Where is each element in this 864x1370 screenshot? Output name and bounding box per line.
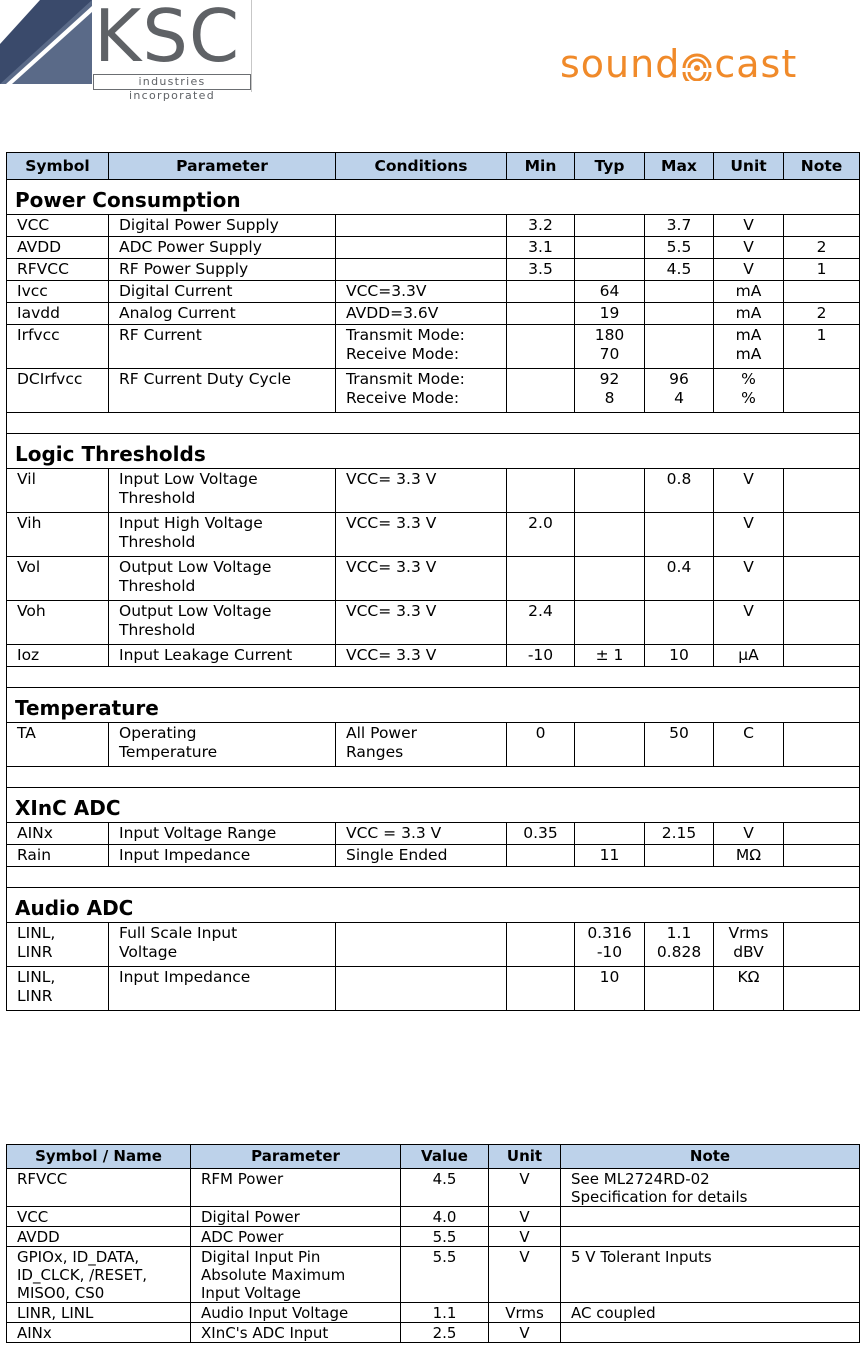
- table-cell: [645, 281, 714, 303]
- spacer-row: [7, 667, 860, 688]
- spacer-cell: [7, 867, 860, 888]
- table-cell: [507, 469, 575, 513]
- abs-column-header: Value: [401, 1145, 489, 1169]
- table-cell: Digital Current: [109, 281, 336, 303]
- table-cell: [784, 469, 860, 513]
- table-cell: Transmit Mode: Receive Mode:: [336, 325, 507, 369]
- table-cell: V: [489, 1207, 561, 1227]
- table-cell: mA mA: [714, 325, 784, 369]
- table-cell: KΩ: [714, 967, 784, 1011]
- table-cell: 4.5: [645, 259, 714, 281]
- table-cell: AINx: [7, 823, 109, 845]
- soundcast-logo-left: sound: [560, 42, 681, 86]
- table-cell: Rain: [7, 845, 109, 867]
- table-cell: Vrms: [489, 1303, 561, 1323]
- table-row: [7, 259, 860, 281]
- table-cell: 10: [645, 645, 714, 667]
- spacer-row: [7, 413, 860, 434]
- ksc-logo: [0, 0, 252, 102]
- table-cell: 96 4: [645, 369, 714, 413]
- table-cell: 2: [784, 303, 860, 325]
- table-row: [7, 645, 860, 667]
- table-cell: XInC's ADC Input: [191, 1323, 401, 1343]
- table-cell: Analog Current: [109, 303, 336, 325]
- section-title: Logic Thresholds: [7, 434, 860, 469]
- table-cell: Input Impedance: [109, 845, 336, 867]
- table-cell: V: [714, 513, 784, 557]
- section-header-row: [7, 434, 860, 469]
- table-cell: RF Current: [109, 325, 336, 369]
- table-cell: [575, 469, 645, 513]
- section-header-row: [7, 180, 860, 215]
- section-header-row: [7, 688, 860, 723]
- table-cell: [336, 923, 507, 967]
- abs-column-header: Unit: [489, 1145, 561, 1169]
- table-cell: ± 1: [575, 645, 645, 667]
- table-cell: Vih: [7, 513, 109, 557]
- table-cell: V: [489, 1247, 561, 1303]
- table-cell: [561, 1207, 860, 1227]
- spec-column-header: Max: [645, 153, 714, 180]
- table-cell: Output Low Voltage Threshold: [109, 557, 336, 601]
- table-row: [7, 967, 860, 1011]
- table-row: [7, 1227, 860, 1247]
- table-row: [7, 557, 860, 601]
- abs-column-header: Note: [561, 1145, 860, 1169]
- table-row: [7, 845, 860, 867]
- table-cell: [336, 967, 507, 1011]
- table-cell: Vrms dBV: [714, 923, 784, 967]
- table-cell: VCC= 3.3 V: [336, 645, 507, 667]
- table-cell: 1: [784, 259, 860, 281]
- table-cell: [561, 1227, 860, 1247]
- table-cell: [784, 823, 860, 845]
- soundcast-logo-right: cast: [714, 42, 798, 86]
- table-cell: [645, 513, 714, 557]
- spec-column-header: Unit: [714, 153, 784, 180]
- table-row: [7, 303, 860, 325]
- table-cell: RF Power Supply: [109, 259, 336, 281]
- table-cell: See ML2724RD-02 Specification for details: [561, 1169, 860, 1207]
- table-cell: V: [714, 215, 784, 237]
- table-cell: 11: [575, 845, 645, 867]
- soundcast-logo: [560, 44, 860, 84]
- table-cell: 180 70: [575, 325, 645, 369]
- table-cell: 10: [575, 967, 645, 1011]
- table-cell: [784, 645, 860, 667]
- table-row: [7, 469, 860, 513]
- spacer-cell: [7, 413, 860, 434]
- spec-table-header-row: [7, 153, 860, 180]
- table-cell: Digital Input Pin Absolute Maximum Input Voltage: [191, 1247, 401, 1303]
- table-cell: [784, 281, 860, 303]
- electrical-specs-table: [6, 152, 860, 1011]
- table-cell: LINL, LINR: [7, 923, 109, 967]
- table-row: [7, 369, 860, 413]
- abs-table-header-row: [7, 1145, 860, 1169]
- table-row: [7, 1207, 860, 1227]
- abs-column-header: Parameter: [191, 1145, 401, 1169]
- table-cell: [784, 557, 860, 601]
- table-cell: Vil: [7, 469, 109, 513]
- table-cell: DCIrfvcc: [7, 369, 109, 413]
- table-cell: [507, 369, 575, 413]
- table-cell: AVDD=3.6V: [336, 303, 507, 325]
- table-cell: Input High Voltage Threshold: [109, 513, 336, 557]
- table-cell: V: [714, 259, 784, 281]
- table-cell: [575, 513, 645, 557]
- table-cell: V: [714, 557, 784, 601]
- table-cell: [784, 215, 860, 237]
- table-cell: VCC=3.3V: [336, 281, 507, 303]
- table-cell: TA: [7, 723, 109, 767]
- table-cell: RF Current Duty Cycle: [109, 369, 336, 413]
- section-title: XInC ADC: [7, 788, 860, 823]
- table-cell: 3.5: [507, 259, 575, 281]
- table-cell: [784, 513, 860, 557]
- ksc-logo-subtitle: industries incorporated: [93, 74, 251, 90]
- table-cell: 50: [645, 723, 714, 767]
- table-cell: [575, 557, 645, 601]
- logo-divider: [251, 0, 252, 92]
- table-cell: [645, 967, 714, 1011]
- table-cell: 0.4: [645, 557, 714, 601]
- table-cell: [507, 281, 575, 303]
- table-cell: VCC= 3.3 V: [336, 469, 507, 513]
- table-cell: V: [714, 823, 784, 845]
- table-cell: MΩ: [714, 845, 784, 867]
- table-row: [7, 237, 860, 259]
- table-row: [7, 1323, 860, 1343]
- table-cell: V: [714, 237, 784, 259]
- table-cell: 19: [575, 303, 645, 325]
- table-cell: Input Impedance: [109, 967, 336, 1011]
- table-cell: [575, 259, 645, 281]
- table-row: [7, 281, 860, 303]
- table-cell: RFVCC: [7, 259, 109, 281]
- table-cell: 5.5: [645, 237, 714, 259]
- table-cell: [507, 325, 575, 369]
- table-cell: [336, 259, 507, 281]
- table-cell: Voh: [7, 601, 109, 645]
- table-cell: Input Low Voltage Threshold: [109, 469, 336, 513]
- abs-column-header: Symbol / Name: [7, 1145, 191, 1169]
- table-cell: [575, 723, 645, 767]
- table-cell: GPIOx, ID_DATA, ID_CLCK, /RESET, MISO0, CS0: [7, 1247, 191, 1303]
- spacer-cell: [7, 767, 860, 788]
- table-cell: LINL, LINR: [7, 967, 109, 1011]
- table-cell: Vol: [7, 557, 109, 601]
- soundcast-wave-icon: [680, 51, 714, 81]
- table-cell: 2.0: [507, 513, 575, 557]
- table-cell: 5 V Tolerant Inputs: [561, 1247, 860, 1303]
- table-cell: [784, 923, 860, 967]
- table-cell: VCC= 3.3 V: [336, 513, 507, 557]
- table-cell: % %: [714, 369, 784, 413]
- table-cell: Single Ended: [336, 845, 507, 867]
- table-cell: 3.1: [507, 237, 575, 259]
- table-cell: 64: [575, 281, 645, 303]
- section-title: Power Consumption: [7, 180, 860, 215]
- table-cell: 3.2: [507, 215, 575, 237]
- spec-column-header: Symbol: [7, 153, 109, 180]
- table-cell: mA: [714, 281, 784, 303]
- absolute-maximum-table: [6, 1144, 860, 1343]
- table-cell: 4.0: [401, 1207, 489, 1227]
- table-cell: [784, 601, 860, 645]
- table-cell: Irfvcc: [7, 325, 109, 369]
- table-cell: VCC: [7, 1207, 191, 1227]
- table-cell: AVDD: [7, 237, 109, 259]
- section-header-row: [7, 888, 860, 923]
- table-cell: [507, 845, 575, 867]
- ksc-triangle-mark-icon: [0, 0, 92, 84]
- table-cell: 1: [784, 325, 860, 369]
- table-cell: 0.8: [645, 469, 714, 513]
- table-row: [7, 513, 860, 557]
- table-cell: ADC Power: [191, 1227, 401, 1247]
- table-cell: Full Scale Input Voltage: [109, 923, 336, 967]
- table-cell: [784, 723, 860, 767]
- table-cell: Input Voltage Range: [109, 823, 336, 845]
- table-cell: AC coupled: [561, 1303, 860, 1323]
- table-row: [7, 325, 860, 369]
- table-cell: [784, 369, 860, 413]
- section-title: Temperature: [7, 688, 860, 723]
- table-cell: RFM Power: [191, 1169, 401, 1207]
- table-cell: 5.5: [401, 1247, 489, 1303]
- section-header-row: [7, 788, 860, 823]
- table-cell: V: [489, 1169, 561, 1207]
- table-cell: [645, 303, 714, 325]
- table-cell: VCC= 3.3 V: [336, 557, 507, 601]
- table-cell: 3.7: [645, 215, 714, 237]
- table-cell: Digital Power: [191, 1207, 401, 1227]
- table-row: [7, 923, 860, 967]
- section-title: Audio ADC: [7, 888, 860, 923]
- table-cell: [336, 215, 507, 237]
- table-cell: [561, 1323, 860, 1343]
- table-cell: 2.15: [645, 823, 714, 845]
- table-cell: mA: [714, 303, 784, 325]
- table-cell: 2: [784, 237, 860, 259]
- table-cell: C: [714, 723, 784, 767]
- spec-column-header: Parameter: [109, 153, 336, 180]
- table-row: [7, 1247, 860, 1303]
- table-cell: [507, 967, 575, 1011]
- spacer-row: [7, 867, 860, 888]
- table-cell: Input Leakage Current: [109, 645, 336, 667]
- table-cell: 0: [507, 723, 575, 767]
- table-cell: 5.5: [401, 1227, 489, 1247]
- table-cell: RFVCC: [7, 1169, 191, 1207]
- table-cell: 0.35: [507, 823, 575, 845]
- table-cell: [507, 303, 575, 325]
- table-cell: 2.4: [507, 601, 575, 645]
- table-cell: V: [489, 1323, 561, 1343]
- spec-table-body: [7, 180, 860, 1011]
- table-cell: [645, 845, 714, 867]
- table-cell: AINx: [7, 1323, 191, 1343]
- table-cell: ADC Power Supply: [109, 237, 336, 259]
- table-cell: [507, 557, 575, 601]
- spacer-cell: [7, 667, 860, 688]
- table-cell: AVDD: [7, 1227, 191, 1247]
- table-cell: VCC: [7, 215, 109, 237]
- table-cell: [645, 325, 714, 369]
- table-cell: [784, 967, 860, 1011]
- spec-column-header: Conditions: [336, 153, 507, 180]
- table-cell: Audio Input Voltage: [191, 1303, 401, 1323]
- table-row: [7, 1303, 860, 1323]
- abs-table-body: [7, 1169, 860, 1343]
- table-cell: [575, 237, 645, 259]
- table-row: [7, 1169, 860, 1207]
- table-cell: -10: [507, 645, 575, 667]
- table-cell: V: [489, 1227, 561, 1247]
- table-row: [7, 215, 860, 237]
- table-cell: 2.5: [401, 1323, 489, 1343]
- table-cell: [575, 823, 645, 845]
- table-cell: [784, 845, 860, 867]
- table-cell: Transmit Mode: Receive Mode:: [336, 369, 507, 413]
- table-cell: 1.1 0.828: [645, 923, 714, 967]
- table-cell: 92 8: [575, 369, 645, 413]
- table-row: [7, 823, 860, 845]
- table-cell: [575, 215, 645, 237]
- table-cell: VCC= 3.3 V: [336, 601, 507, 645]
- table-cell: All Power Ranges: [336, 723, 507, 767]
- table-cell: 1.1: [401, 1303, 489, 1323]
- table-cell: VCC = 3.3 V: [336, 823, 507, 845]
- spec-column-header: Min: [507, 153, 575, 180]
- table-cell: Ioz: [7, 645, 109, 667]
- table-cell: Iavdd: [7, 303, 109, 325]
- table-cell: LINR, LINL: [7, 1303, 191, 1323]
- table-cell: Ivcc: [7, 281, 109, 303]
- spacer-row: [7, 767, 860, 788]
- table-cell: 4.5: [401, 1169, 489, 1207]
- spec-column-header: Typ: [575, 153, 645, 180]
- spec-column-header: Note: [784, 153, 860, 180]
- table-cell: V: [714, 601, 784, 645]
- ksc-logo-text: KSC: [94, 0, 241, 78]
- table-cell: V: [714, 469, 784, 513]
- table-cell: [645, 601, 714, 645]
- table-cell: µA: [714, 645, 784, 667]
- table-cell: [507, 923, 575, 967]
- table-row: [7, 601, 860, 645]
- table-cell: 0.316 -10: [575, 923, 645, 967]
- table-row: [7, 723, 860, 767]
- table-cell: Operating Temperature: [109, 723, 336, 767]
- table-cell: Digital Power Supply: [109, 215, 336, 237]
- table-cell: [336, 237, 507, 259]
- table-cell: [575, 601, 645, 645]
- table-cell: Output Low Voltage Threshold: [109, 601, 336, 645]
